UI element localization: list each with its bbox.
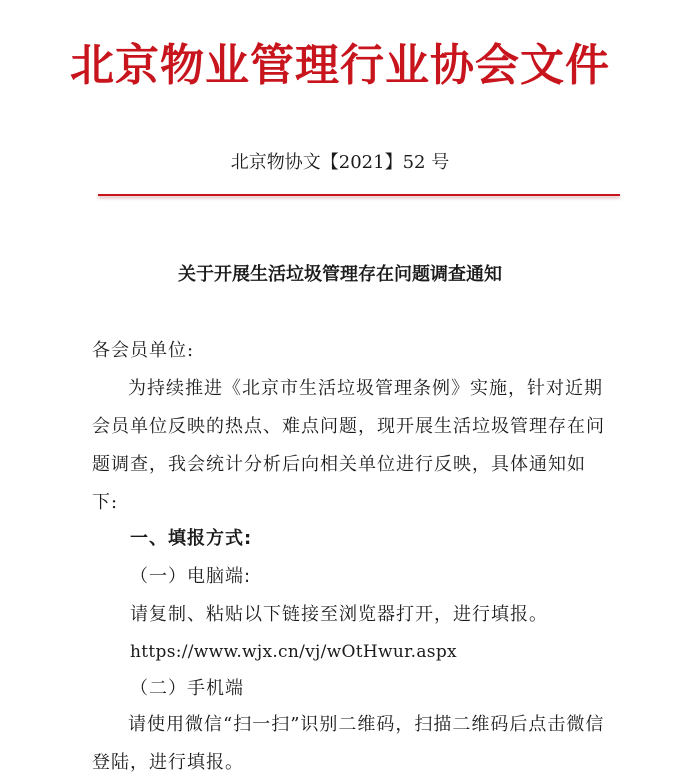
intro-paragraph: 为持续推进《北京市生活垃圾管理条例》实施，针对近期会员单位反映的热点、难点问题，现开展生活垃圾管理存在问题调查，我会统计分析后向相关单位进行反映，具体通知如下: bbox=[92, 378, 605, 513]
header-divider bbox=[98, 194, 620, 196]
subheading-pc: （一）电脑端: bbox=[130, 566, 252, 587]
document-number: 北京物协文【2021】52 号 bbox=[230, 152, 450, 173]
subheading-mobile: （二）手机端 bbox=[130, 678, 244, 699]
pc-instruction: 请复制、粘贴以下链接至浏览器打开，进行填报。 bbox=[130, 604, 548, 625]
survey-link[interactable]: https://www.wjx.cn/vj/wOtHwur.aspx bbox=[130, 642, 457, 662]
notice-title: 关于开展生活垃圾管理存在问题调查通知 bbox=[178, 264, 502, 285]
salutation: 各会员单位: bbox=[92, 340, 195, 361]
mobile-instruction: 请使用微信“扫一扫”识别二维码，扫描二维码后点击微信登陆，进行填报。 bbox=[92, 714, 605, 773]
section-heading-fill-method: 一、填报方式: bbox=[130, 528, 253, 549]
org-header-title: 北京物业管理行业协会文件 bbox=[70, 40, 610, 91]
